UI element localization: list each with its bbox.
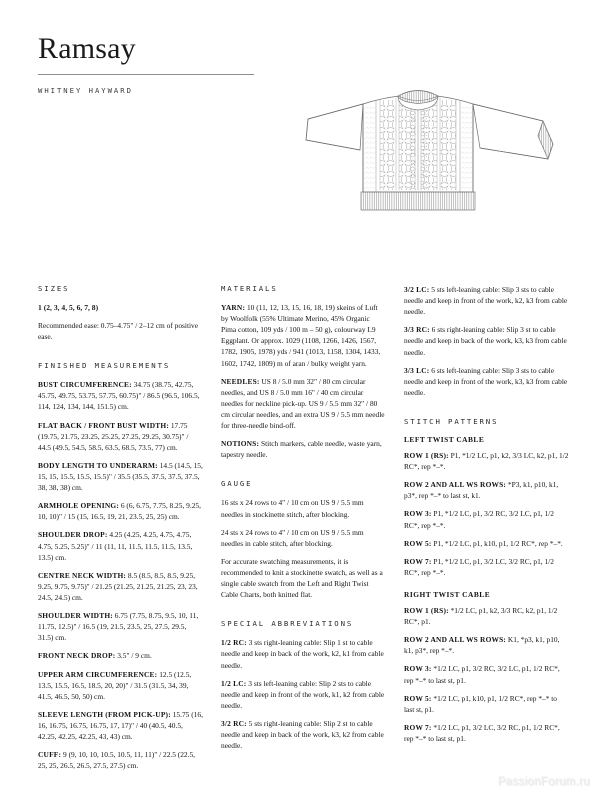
finished-measurements-heading: FINISHED MEASUREMENTS (38, 361, 171, 371)
right-twist-row-label: ROW 7: (404, 722, 432, 732)
abbreviation-item (221, 678, 386, 711)
left-twist-row-item (404, 479, 569, 501)
left-twist-row-label: ROW 1 (RS): (404, 450, 449, 460)
stitch-patterns-heading: STITCH PATTERNS (404, 416, 499, 426)
right-twist-row-value: *1/2 LC, p1, 3/2 LC, 3/2 RC, p1, 1/2 RC*, rep *–* to last st, p1. (404, 722, 560, 743)
right-twist-row-item (404, 693, 569, 715)
left-twist-row-label: ROW 3: (404, 509, 432, 519)
gauge-paragraph: 24 sts x 24 rows to 4" / 10 cm on US 9 / 5.5 mm needles in cable stitch, after blocking. (221, 527, 364, 548)
measurement-label: CENTRE NECK WIDTH: (38, 570, 127, 580)
gauge-paragraph: For accurate swatching measurements, it is recommended to knit a stockinette swatch, as well as a single cable swatch from the Left and Right Twist Cable Charts, both knitted flat. (221, 556, 383, 600)
measurement-item (38, 610, 203, 643)
left-twist-row-value: P1, *1/2 LC, p1, 3/2 RC, 3/2 LC, p1, 1/2 RC*, rep *–*. (404, 509, 554, 530)
special-abbreviations-list-part2 (404, 284, 569, 398)
measurement-item (38, 669, 203, 702)
right-twist-row-label: ROW 3: (404, 664, 432, 674)
left-twist-row-item (404, 538, 569, 549)
right-twist-row-value: K1, *p3, k1, p10, k1, p3*, rep *–*. (404, 635, 560, 656)
abbreviation-item (221, 637, 386, 670)
measurement-value: 9 (9, 10, 10, 10.5, 10.5, 11, 11)" / 22.5 (22.5, 25, 25, 26.5, 26.5, 27.5, 27.5) cm. (38, 750, 196, 771)
site-watermark: PassionForum.ru (497, 776, 590, 788)
gauge-paragraphs (221, 497, 386, 600)
section-stitch-patterns (404, 417, 569, 744)
sizes-heading: SIZES (38, 284, 70, 293)
abbreviation-value: 3 sts left-leaning cable: Slip 2 sts to cable needle and keep in front of the work, k1, k2 from cable needle. (221, 678, 385, 710)
right-twist-row-label: ROW 5: (404, 693, 432, 703)
materials-yarn-value: 10 (11, 12, 13, 15, 16, 18, 19) skeins of Luft by Woolfolk (55% Ultimate Merino, 45% Organic Pima cotton, 109 yds / 100 m – 50 g), colourway L9 Eggplant. Or approx. 1029 (1108, 1266, 1426, 1567, 1782, 1905, 1978) yds / 941 (1013, 1158, 1304, 1433, 1602, 1742, 1809) m of aran / bulky weight yarn. (221, 303, 381, 368)
measurement-item (38, 529, 203, 562)
gauge-paragraph: 16 sts x 24 rows to 4" / 10 cm on US 9 / 5.5 mm needles in stockinette stitch, after blocking. (221, 498, 364, 519)
left-twist-row-item (404, 450, 569, 472)
materials-notions-value: Stitch markers, cable needle, waste yarn, tapestry needle. (221, 439, 382, 460)
abbreviation-label: 3/3 RC: (404, 325, 430, 335)
designer-byline: WHITNEY HAYWARD (38, 86, 133, 95)
measurement-label: CUFF: (38, 750, 62, 760)
measurement-item (38, 650, 203, 661)
abbreviation-value: 6 sts left-leaning cable: Slip 3 sts to cable needle and keep in front of the work, k3, k3 from cable needle. (404, 365, 568, 397)
right-twist-row-label: ROW 1 (RS): (404, 605, 449, 615)
materials-yarn-label: YARN: (221, 303, 246, 312)
left-twist-row-item (404, 508, 569, 530)
measurement-value: 34.75 (38.75, 42.75, 45.75, 49.75, 53.75, 57.75, 60.75)" / 86.5 (96.5, 106.5, 114, 124, 134, 144, 151.5) cm. (38, 380, 200, 412)
title-divider (38, 74, 254, 75)
measurement-label: FLAT BACK / FRONT BUST WIDTH: (38, 420, 169, 430)
measurement-item (38, 460, 203, 493)
column-sizes-measurements (38, 284, 203, 771)
abbreviation-item (404, 324, 569, 357)
measurement-item (38, 570, 203, 603)
right-twist-row-item (404, 634, 569, 656)
measurement-item (38, 749, 203, 771)
left-twist-row-value: P1, *1/2 LC, p1, k2, 3/3 LC, k2, p1, 1/2 RC*, rep *–*. (404, 450, 569, 472)
right-twist-row-item (404, 663, 569, 685)
right-twist-row-label: ROW 2 AND ALL WS ROWS: (404, 635, 507, 645)
gauge-heading: GAUGE (221, 479, 253, 489)
section-finished-measurements (38, 361, 203, 771)
left-twist-row-label: ROW 2 AND ALL WS ROWS: (404, 480, 507, 490)
measurement-label: SHOULDER WIDTH: (38, 611, 113, 621)
special-abbreviations-list-part1 (221, 637, 386, 751)
abbreviation-value: 3 sts right-leaning cable: Slip 1 st to cable needle and keep in back of the work, k2, k1 from cable needle. (221, 638, 384, 670)
left-twist-cable-rows (404, 450, 569, 578)
abbreviation-item (404, 284, 569, 317)
measurement-value: 14.5 (14.5, 15, 15, 15, 15.5, 15.5, 15.5)" / 35.5 (35.5, 37.5, 37.5, 37.5, 38, 38, 38) cm. (38, 460, 203, 493)
left-twist-row-label: ROW 5: (404, 538, 432, 548)
section-special-abbreviations-continued (404, 284, 569, 398)
measurement-value: 8.5 (8.5, 8.5, 8.5, 9.25, 9.25, 9.75, 9.75)" / 21.25 (21.25, 21.25, 21.25, 23, 23, 24.5, 24.5) cm. (38, 570, 198, 602)
measurement-item (38, 500, 203, 522)
measurement-label: UPPER ARM CIRCUMFERENCE: (38, 669, 158, 679)
section-sizes (38, 284, 203, 342)
left-twist-cable-subheading: LEFT TWIST CABLE (404, 434, 485, 444)
materials-needles (221, 376, 386, 432)
section-materials (221, 284, 386, 460)
abbreviation-item (404, 365, 569, 398)
section-gauge (221, 479, 386, 600)
right-twist-row-item (404, 605, 569, 627)
measurement-item (38, 379, 203, 412)
left-twist-row-item (404, 556, 569, 578)
measurement-item (38, 420, 203, 453)
abbreviation-label: 3/2 RC: (221, 718, 247, 728)
sweater-illustration (305, 64, 595, 244)
measurement-label: FRONT NECK DROP: (38, 651, 116, 661)
column-materials-gauge (221, 284, 386, 751)
right-twist-row-value: *1/2 LC, p1, k10, p1, 1/2 RC*, rep *–* to last st, p1. (404, 693, 557, 714)
abbreviation-label: 3/2 LC: (404, 285, 430, 294)
left-twist-row-label: ROW 7: (404, 556, 432, 566)
materials-needles-value: US 8 / 5.0 mm 32" / 80 cm circular needles, and US 8 / 5.0 mm 16" / 40 cm circular needles for neckline pick-up. US 9 / 5.5 mm 32" / 80 cm circular needles, and an extra US 9 / 5.5 mm needle for three-needle bind-off. (221, 376, 385, 431)
abbreviation-label: 1/2 RC: (221, 638, 247, 648)
abbreviation-value: 6 sts right-leaning cable: Slip 3 st to cable needle and keep in back of the work, k3, k3 from cable needle. (404, 325, 567, 357)
right-twist-row-value: *1/2 LC, p1, 3/2 RC, 3/2 LC, p1, 1/2 RC*, rep *–* to last st, p1. (404, 664, 560, 685)
finished-measurements-list (38, 379, 203, 771)
special-abbreviations-heading: SPECIAL ABBREVIATIONS (221, 619, 354, 629)
masthead (38, 34, 288, 95)
recommended-ease: Recommended ease: 0.75–4.75" / 2–12 cm of positive ease. (38, 321, 199, 342)
measurement-label: BODY LENGTH TO UNDERARM: (38, 460, 158, 470)
measurement-value: 6.75 (7.75, 8.75, 9.5, 10, 11, 11.75, 12.5)" / 16.5 (19, 21.5, 23.5, 25, 27.5, 29.5, 31.5) cm. (38, 611, 199, 643)
abbreviation-label: 1/2 LC: (221, 678, 247, 688)
section-special-abbreviations (221, 619, 386, 751)
left-twist-row-value: *P3, k1, p10, k1, p3*, rep *–* to last st, k1. (404, 480, 559, 501)
materials-heading: MATERIALS (221, 284, 278, 293)
left-twist-row-value: P1, *1/2 LC, p1, k10, p1, 1/2 RC*, rep *–*. (431, 538, 563, 548)
measurement-label: SLEEVE LENGTH (FROM PICK-UP): (38, 709, 171, 719)
measurement-value: 3.5" / 9 cm. (115, 651, 152, 661)
abbreviation-value: 5 sts left-leaning cable: Slip 3 sts to cable needle and keep in front of the work, k2, k3 from cable needle. (404, 285, 568, 317)
measurement-label: BUST CIRCUMFERENCE: (38, 380, 132, 390)
right-twist-cable-rows (404, 605, 569, 744)
measurement-label: SHOULDER DROP: (38, 530, 108, 540)
materials-needles-label: NEEDLES: (221, 376, 260, 386)
measurement-value: 4.25 (4.25, 4.25, 4.75, 4.75, 4.75, 5.25, 5.25)" / 11 (11, 11, 11.5, 11.5, 11.5, 13.5, 13.5) cm. (38, 530, 193, 562)
measurement-value: 6 (6, 6.75, 7.75, 8.25, 9.25, 10, 10)" / 15 (15, 16.5, 19, 21, 23.5, 25, 25) cm. (38, 501, 201, 522)
measurement-value: 15.75 (16, 16, 16.75, 16.75, 16.75, 17, 17)" / 40 (40.5, 40.5, 42.25, 42.25, 42.25, 43, 43) cm. (38, 709, 203, 742)
abbreviation-item (221, 718, 386, 751)
right-twist-row-item (404, 722, 569, 744)
size-list: 1 (2, 3, 4, 5, 6, 7, 8) (38, 303, 99, 312)
materials-notions-label: NOTIONS: (221, 439, 260, 449)
measurement-value: 12.5 (12.5, 13.5, 15.5, 16.5, 18.5, 20, 20)" / 31.5 (31.5, 34, 39, 41.5, 46.5, 50, 50) cm. (38, 669, 192, 701)
materials-notions (221, 438, 386, 460)
right-twist-cable-subheading: RIGHT TWIST CABLE (404, 589, 491, 599)
abbreviation-label: 3/3 LC: (404, 365, 430, 375)
measurement-label: ARMHOLE OPENING: (38, 501, 120, 511)
page-title: Ramsay (38, 32, 136, 65)
left-twist-row-value: P1, *1/2 LC, p1, 3/2 LC, 3/2 RC, p1, 1/2 RC*, rep *–*. (404, 556, 554, 577)
materials-yarn (221, 302, 386, 369)
abbreviation-value: 5 sts right-leaning cable: Slip 2 st to cable needle and keep in back of the work, k3, k2 from cable needle. (221, 718, 384, 751)
measurement-item (38, 709, 203, 742)
right-twist-row-value: *1/2 LC, p1, k2, 3/3 RC, k2, p1, 1/2 RC*, p1. (404, 605, 558, 627)
column-abbreviations-stitch-patterns (404, 284, 569, 744)
measurement-value: 17.75 (19.75, 21.75, 23.25, 25.25, 27.25, 29.25, 30.75)" / 44.5 (49.5, 54.5, 58.5, 63.5, 68.5, 73.5, 77) cm. (38, 420, 189, 452)
